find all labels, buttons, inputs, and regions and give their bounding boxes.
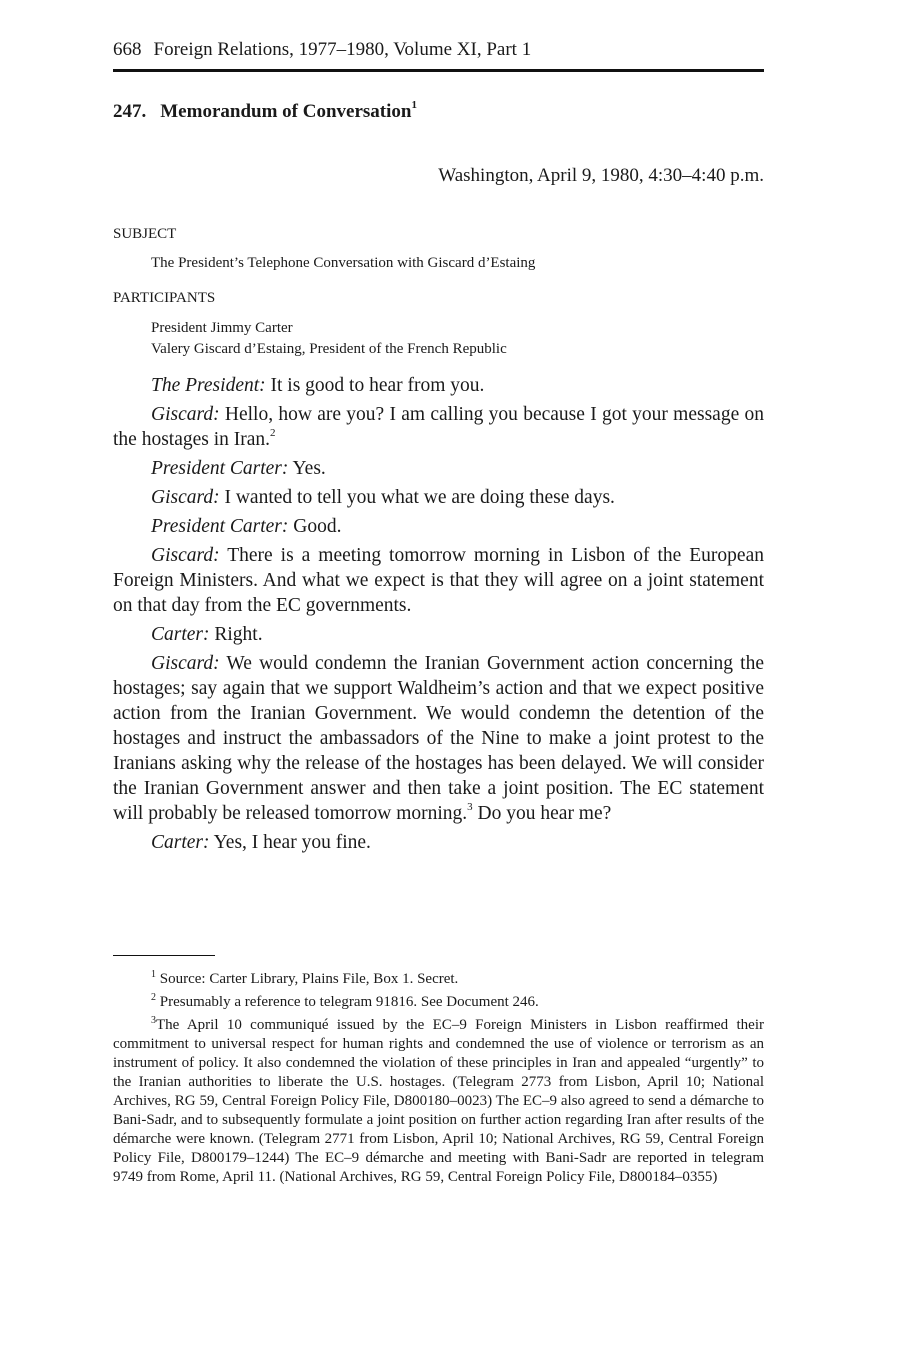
utterance: Yes. <box>292 458 326 479</box>
document-title <box>113 100 417 124</box>
footnotes <box>113 970 764 1191</box>
dialogue-line <box>113 514 764 539</box>
speaker: Carter: <box>151 832 210 853</box>
speaker: Giscard: <box>151 653 220 674</box>
footnote-text: Source: Carter Library, Plains File, Box 1. Secret. <box>159 971 459 987</box>
document-number: 247. <box>113 101 147 122</box>
footnote-ref-2[interactable]: 2 <box>270 426 276 439</box>
footnote-text: Presumably a reference to telegram 91816. See Document 246. <box>159 994 539 1010</box>
utterance: Right. <box>214 624 263 645</box>
footnote-mark: 3 <box>151 1015 156 1026</box>
participant-2: Valery Giscard d’Estaing, President of the French Republic <box>151 341 507 357</box>
document-title-text: Memorandum of Conversation <box>160 101 412 122</box>
footnote <box>113 970 764 989</box>
dialogue-line <box>113 456 764 481</box>
speaker: Giscard: <box>151 487 220 508</box>
utterance-continued: Do you hear me? <box>472 803 612 824</box>
running-head-title: Foreign Relations, 1977–1980, Volume XI, Part 1 <box>153 39 532 60</box>
utterance: There is a meeting tomorrow morning in Lisbon of the European Foreign Ministers. And what we expect is that they will agree on a joint statement on that day from the EC governments. <box>113 545 764 616</box>
footnote-text: The April 10 communiqué issued by the EC–9 Foreign Ministers in Lisbon reaffirmed their commitment to universal respect for human rights and condemned the use of violence or terrorism as an instrument of policy. It also condemned the violation of these principles in Iran and appealed “urgently” to the Iranian authorities to liberate the U.S. hostages. (Telegram 2773 from Lisbon, April 10; National Archives, RG 59, Central Foreign Policy File, D800180–0023) The EC–9 also agreed to send a démarche to Bani-Sadr, and to subsequently formulate a joint position on further action regarding Iran after results of the démarche were known. (Telegram 2771 from Lisbon, April 10; National Archives, RG 59, Central Foreign Policy File, D800179–1244) The EC–9 démarche and meeting with Bani-Sadr are reported in telegram 9749 from Rome, April 11. (National Archives, RG 59, Central Foreign Policy File, D800184–0355) <box>113 1017 764 1185</box>
participant-1: President Jimmy Carter <box>151 320 293 336</box>
speaker: The President: <box>151 375 266 396</box>
footnote <box>113 993 764 1012</box>
utterance: It is good to hear from you. <box>270 375 485 396</box>
speaker: Carter: <box>151 624 210 645</box>
utterance: I wanted to tell you what we are doing these days. <box>224 487 615 508</box>
utterance: Yes, I hear you fine. <box>213 832 371 853</box>
footnote-ref-1[interactable]: 1 <box>411 98 417 111</box>
page-number: 668 <box>113 39 142 60</box>
speaker: President Carter: <box>151 516 289 537</box>
dialogue-line <box>113 485 764 510</box>
dialogue-line <box>113 373 764 398</box>
speaker: Giscard: <box>151 545 220 566</box>
dialogue-line <box>113 830 764 855</box>
footnote-mark: 1 <box>151 969 156 980</box>
utterance: Hello, how are you? I am calling you because I got your message on the hostages in Iran. <box>113 404 765 450</box>
dialogue-line <box>113 622 764 647</box>
speaker: President Carter: <box>151 458 289 479</box>
footnote-mark: 2 <box>151 992 156 1003</box>
speaker: Giscard: <box>151 404 220 425</box>
dialogue-line <box>113 402 764 452</box>
dateline: Washington, April 9, 1980, 4:30–4:40 p.m. <box>438 165 764 186</box>
running-head <box>113 38 764 62</box>
footnote-rule <box>113 955 215 956</box>
conversation-body <box>113 373 764 859</box>
footnote <box>113 1016 764 1187</box>
subject-text: The President’s Telephone Conversation with Giscard d’Estaing <box>151 255 536 271</box>
subject-label: SUBJECT <box>113 226 177 242</box>
utterance: We would condemn the Iranian Government action concerning the hostages; say again that we support Waldheim’s action and that we expect positive action from the Iranian Government. We would condemn the detention of the hostages and instruct the ambassadors of the Nine to make a joint protest to the Iranians asking why the release of the hostages has been delayed. We will consider the Iranian Government answer and then take a joint position. The EC statement will probably be released tomorrow morning. <box>113 653 764 824</box>
header-rule <box>113 69 764 72</box>
utterance: Good. <box>293 516 342 537</box>
participants-label: PARTICIPANTS <box>113 290 216 306</box>
footnote-ref-3[interactable]: 3 <box>467 800 473 813</box>
dialogue-line <box>113 543 764 618</box>
dialogue-line <box>113 651 764 826</box>
